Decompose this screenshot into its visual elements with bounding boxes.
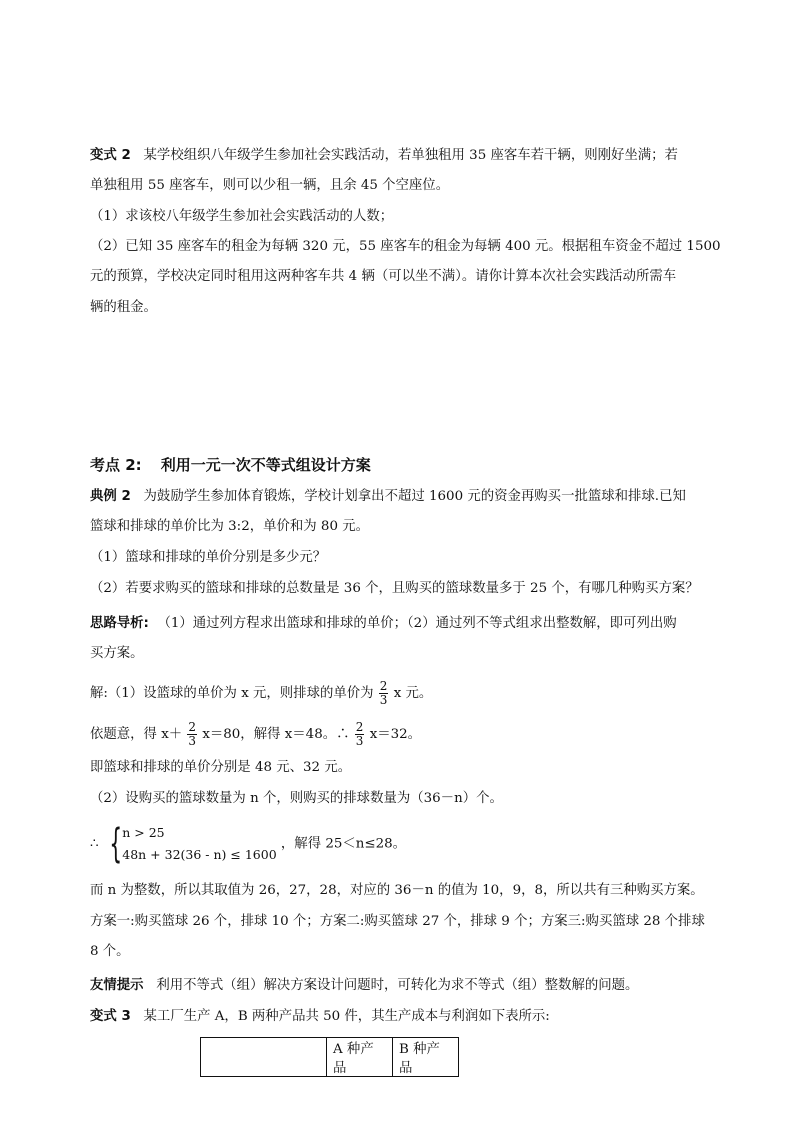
guide-line2: 买方案。 [90, 646, 144, 661]
point2-label: 考点 2: [90, 456, 142, 474]
variant3-text: 某工厂生产 A，B 两种产品共 50 件，其生产成本与利润如下表所示: [143, 1009, 550, 1024]
variant2-q2a: （2）已知 35 座客车的租金为每辆 320 元，55 座客车的租金为每辆 400 元。根据租车资金不超过 1500 [90, 239, 721, 254]
inequality-system [90, 822, 406, 867]
guide-label: 思路导析: [90, 616, 149, 631]
variant2-q2b: 元的预算，学校决定同时租用这两种客车共 4 辆（可以坐不满）。请你计算本次社会实践活动所需车 [90, 269, 677, 284]
guide-line1 [90, 615, 677, 633]
example2-q2: （2）若要求购买的篮球和排球的总数量是 36 个，且购买的篮球数量多于 25 个，有哪几种购买方案？ [90, 581, 699, 596]
variant2-q1: （1）求该校八年级学生参加社会实践活动的人数； [90, 209, 394, 224]
example2-label: 典例 2 [90, 489, 131, 504]
variant3-line [90, 1008, 550, 1026]
variant2-label: 变式 2 [90, 148, 131, 163]
example2-text1: 为鼓励学生参加体育锻炼，学校计划拿出不超过 1600 元的资金再购买一批篮球和排球.已知 [143, 489, 686, 504]
table-header-b: B 种产品 [393, 1038, 459, 1077]
product-table [200, 1037, 459, 1077]
table-header-a: A 种产品 [327, 1038, 393, 1077]
brace-icon: { [109, 821, 122, 867]
solution-s1b: x 元。 [393, 686, 433, 701]
example2-line2: 篮球和排球的单价比为 3:2，单价和为 80 元。 [90, 519, 369, 534]
variant2-q2c: 辆的租金。 [90, 300, 157, 315]
solution-step2 [90, 721, 421, 748]
variant2-text1: 某学校组织八年级学生参加社会实践活动，若单独租用 35 座客车若干辆，则刚好坐满；若 [143, 148, 678, 163]
variant2-line2: 单独租用 55 座客车，则可以少租一辆，且余 45 个空座位。 [90, 178, 450, 193]
solution-s2c: x＝32。 [369, 727, 422, 742]
solution-step7: 方案一:购买篮球 26 个，排球 10 个；方案二:购买篮球 27 个，排球 9 个；方案三:购买篮球 28 个排球 [90, 914, 705, 929]
fraction-two-thirds: $\frac{2}{3}$ [355, 720, 364, 748]
tip-text: 利用不等式（组）解决方案设计问题时，可转化为求不等式（组）整数解的问题。 [156, 978, 639, 993]
example2-line1 [90, 488, 686, 506]
inequality-1: n > 25 [122, 825, 165, 840]
table-row [201, 1038, 459, 1077]
solution-s1a: 解:（1）设篮球的单价为 x 元，则排球的单价为 [90, 686, 374, 701]
system-of-inequalities [103, 822, 277, 866]
solution-step4: （2）设购买的篮球数量为 n 个，则购买的排球数量为（36－n）个。 [90, 791, 503, 806]
solution-s2a: 依题意，得 x＋ [90, 727, 183, 742]
fraction-two-thirds: $\frac{2}{3}$ [379, 679, 388, 707]
variant2-line1 [90, 147, 678, 165]
point2-heading [90, 456, 371, 474]
tip-label: 友情提示 [90, 978, 144, 993]
solution-step6: 而 n 为整数，所以其取值为 26，27，28，对应的 36－n 的值为 10，9，8，所以共有三种购买方案。 [90, 883, 704, 898]
solution-step1 [90, 680, 432, 707]
solution-s2b: x＝80，解得 x＝48。∴ [202, 727, 350, 742]
guide-text1: （1）通过列方程求出篮球和排球的单价；（2）通过列不等式组求出整数解，即可列出购 [157, 616, 677, 631]
solution-step8: 8 个。 [90, 944, 130, 959]
inequality-2: 48n + 32(36 - n) ≤ 1600 [122, 847, 277, 862]
system-result: ，解得 25＜n≤28。 [280, 836, 407, 852]
point2-title: 利用一元一次不等式组设计方案 [160, 456, 371, 474]
example2-q1: （1）篮球和排球的单价分别是多少元？ [90, 550, 327, 565]
tip-line [90, 977, 638, 995]
fraction-two-thirds: $\frac{2}{3}$ [188, 720, 197, 748]
therefore-symbol: ∴ [90, 836, 99, 852]
table-header-empty [201, 1038, 327, 1077]
solution-step3: 即篮球和排球的单价分别是 48 元、32 元。 [90, 760, 352, 775]
variant3-label: 变式 3 [90, 1009, 131, 1024]
